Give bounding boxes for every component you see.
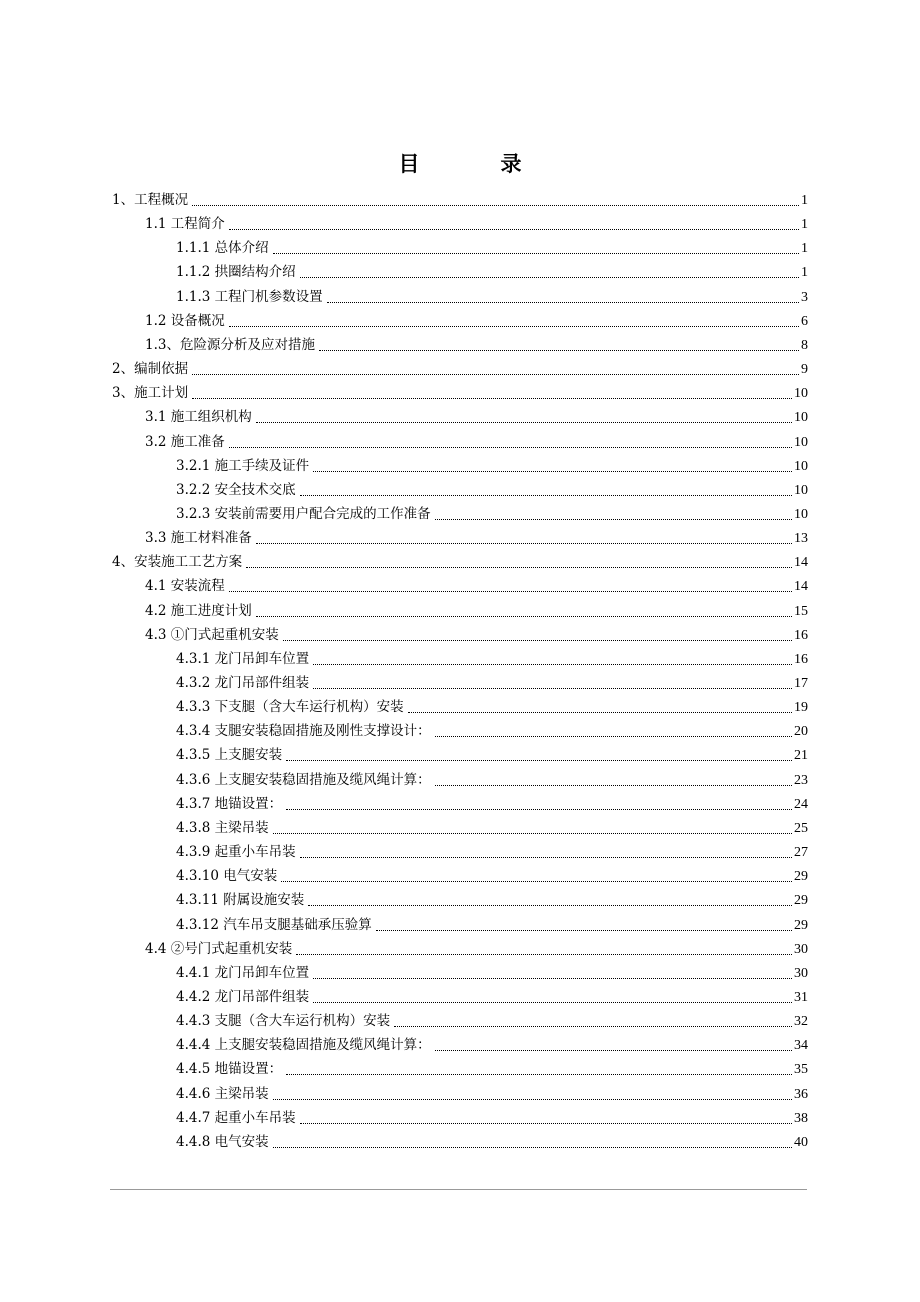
toc-entry-label: 4.4.6 主梁吊装 [176, 1086, 269, 1102]
toc-entry[interactable] [176, 260, 808, 284]
toc-entry-label: 4.3.6 上支腿安装稳固措施及缆风绳计算： [176, 772, 431, 788]
toc-entry[interactable] [112, 381, 808, 405]
toc-leader-dots [229, 590, 792, 592]
toc-entry-page: 13 [794, 531, 808, 546]
toc-leader-dots [229, 446, 792, 448]
toc-entry-page: 16 [794, 628, 808, 643]
toc-leader-dots [300, 494, 792, 496]
toc-leader-dots [300, 1122, 792, 1124]
toc-leader-dots [300, 276, 799, 278]
toc-leader-dots [308, 904, 792, 906]
toc-entry-page: 34 [794, 1038, 808, 1053]
toc-leader-dots [435, 518, 792, 520]
toc-entry-label: 4.4.1 龙门吊卸车位置 [176, 965, 310, 981]
toc-leader-dots [300, 856, 792, 858]
toc-entry[interactable] [145, 405, 808, 429]
footer-divider [110, 1189, 807, 1190]
toc-leader-dots [408, 711, 792, 713]
toc-entry-label: 4.4.5 地锚设置： [176, 1061, 283, 1077]
toc-entry-label: 2、编制依据 [112, 361, 189, 377]
toc-entry-label: 1、工程概况 [112, 192, 189, 208]
toc-leader-dots [394, 1025, 792, 1027]
toc-entry[interactable] [176, 816, 808, 840]
toc-entry[interactable] [176, 888, 808, 912]
toc-entry-page: 1 [801, 217, 808, 232]
toc-entry-label: 4.3.1 龙门吊卸车位置 [176, 651, 310, 667]
toc-entry-label: 4.3.11 附属设施安装 [176, 892, 305, 908]
toc-entry[interactable] [176, 985, 808, 1009]
toc-leader-dots [256, 421, 792, 423]
toc-leader-dots [273, 1146, 792, 1148]
toc-leader-dots [283, 639, 792, 641]
toc-entry-label: 4.3.12 汽车吊支腿基础承压验算 [176, 917, 372, 933]
toc-entry-label: 4.1 安装流程 [145, 578, 225, 594]
toc-entry-page: 29 [794, 869, 808, 884]
toc-entry-page: 27 [794, 845, 808, 860]
toc-entry-label: 4.3.9 起重小车吊装 [176, 844, 296, 860]
toc-leader-dots [192, 373, 799, 375]
toc-leader-dots [313, 1001, 792, 1003]
toc-entry[interactable] [145, 623, 808, 647]
toc-entry-page: 36 [794, 1087, 808, 1102]
toc-entry-page: 21 [794, 748, 808, 763]
toc-entry-page: 8 [801, 338, 808, 353]
toc-leader-dots [286, 808, 792, 810]
toc-entry-label: 1.1.1 总体介绍 [176, 240, 269, 256]
toc-leader-dots [273, 832, 792, 834]
toc-entry-page: 3 [801, 290, 808, 305]
toc-entry[interactable] [145, 212, 808, 236]
toc-entry-label: 4.3.2 龙门吊部件组装 [176, 675, 310, 691]
toc-entry[interactable] [176, 719, 808, 743]
toc-leader-dots [313, 470, 792, 472]
toc-entry-label: 4.4.3 支腿（含大车运行机构）安装 [176, 1013, 391, 1029]
toc-entry-label: 4.3.4 支腿安装稳固措施及刚性支撑设计： [176, 723, 431, 739]
toc-entry[interactable] [176, 768, 808, 792]
toc-entry-label: 3.2.3 安装前需要用户配合完成的工作准备 [176, 506, 431, 522]
toc-entry[interactable] [176, 1082, 808, 1106]
toc-entry[interactable] [176, 840, 808, 864]
toc-entry-label: 4.2 施工进度计划 [145, 603, 252, 619]
toc-entry-label: 3.1 施工组织机构 [145, 409, 252, 425]
toc-entry-page: 32 [794, 1014, 808, 1029]
toc-entry-label: 1.3、危险源分析及应对措施 [145, 337, 315, 353]
toc-entry[interactable] [176, 864, 808, 888]
toc-entry-label: 1.1 工程简介 [145, 216, 225, 232]
toc-entry[interactable] [176, 1033, 808, 1057]
toc-entry-label: 1.1.3 工程门机参数设置 [176, 289, 323, 305]
toc-entry-page: 38 [794, 1111, 808, 1126]
toc-leader-dots [229, 228, 799, 230]
toc-entry[interactable] [176, 695, 808, 719]
toc-entry-page: 14 [794, 579, 808, 594]
toc-entry[interactable] [176, 1130, 808, 1154]
toc-entry-label: 4.3 ①门式起重机安装 [145, 627, 279, 643]
toc-entry[interactable] [176, 285, 808, 309]
toc-entry-page: 24 [794, 797, 808, 812]
toc-entry-page: 1 [801, 241, 808, 256]
toc-entry[interactable] [176, 671, 808, 695]
toc-leader-dots [319, 349, 799, 351]
toc-entry-page: 1 [801, 265, 808, 280]
toc-leader-dots [313, 977, 792, 979]
toc-entry[interactable] [145, 526, 808, 550]
toc-entry-label: 3.2.1 施工手续及证件 [176, 458, 310, 474]
toc-entry-page: 25 [794, 821, 808, 836]
toc-entry[interactable] [176, 478, 808, 502]
toc-entry-page: 30 [794, 966, 808, 981]
toc-entry-page: 1 [801, 193, 808, 208]
toc-entry[interactable] [176, 792, 808, 816]
toc-entry-label: 3.2 施工准备 [145, 434, 225, 450]
toc-entry-label: 4.4.7 起重小车吊装 [176, 1110, 296, 1126]
toc-leader-dots [192, 204, 799, 206]
toc-entry-label: 3.2.2 安全技术交底 [176, 482, 296, 498]
toc-leader-dots [281, 880, 792, 882]
toc-leader-dots [273, 1098, 792, 1100]
toc-entry[interactable] [145, 309, 808, 333]
toc-entry[interactable] [176, 1057, 808, 1081]
toc-entry-label: 3.3 施工材料准备 [145, 530, 252, 546]
toc-entry-page: 23 [794, 773, 808, 788]
toc-entry-page: 10 [794, 410, 808, 425]
toc-entry[interactable] [112, 188, 808, 212]
toc-entry-page: 14 [794, 555, 808, 570]
toc-entry[interactable] [112, 550, 808, 574]
toc-entry-page: 20 [794, 724, 808, 739]
toc-entry-page: 15 [794, 604, 808, 619]
toc-leader-dots [256, 542, 792, 544]
toc-entry[interactable] [176, 1009, 808, 1033]
toc-entry-page: 10 [794, 483, 808, 498]
toc-leader-dots [313, 663, 792, 665]
toc-entry-label: 4.3.5 上支腿安装 [176, 747, 283, 763]
toc-entry-page: 10 [794, 507, 808, 522]
toc-entry[interactable] [176, 454, 808, 478]
toc-entry-label: 1.2 设备概况 [145, 313, 225, 329]
toc-entry-label: 4.3.8 主梁吊装 [176, 820, 269, 836]
toc-entry-page: 29 [794, 893, 808, 908]
toc-entry-page: 30 [794, 942, 808, 957]
toc-leader-dots [313, 687, 792, 689]
toc-entry-page: 17 [794, 676, 808, 691]
toc-entry-label: 4、安装施工工艺方案 [112, 554, 243, 570]
toc-entry[interactable] [176, 647, 808, 671]
toc-entry-label: 4.3.10 电气安装 [176, 868, 278, 884]
toc-entry[interactable] [176, 961, 808, 985]
toc-entry[interactable] [176, 913, 808, 937]
toc-entry-page: 9 [801, 362, 808, 377]
page-title: 目 录 [398, 151, 552, 176]
toc-entry[interactable] [112, 357, 808, 381]
toc-leader-dots [192, 397, 792, 399]
toc-entry-label: 4.4 ②号门式起重机安装 [145, 941, 293, 957]
toc-entry-page: 16 [794, 652, 808, 667]
toc-leader-dots [435, 1049, 792, 1051]
toc-entry[interactable] [176, 502, 808, 526]
toc-entry[interactable] [145, 574, 808, 598]
toc-leader-dots [286, 759, 792, 761]
toc-entry-page: 6 [801, 314, 808, 329]
toc-entry-page: 10 [794, 459, 808, 474]
toc-leader-dots [435, 784, 792, 786]
toc-entry-page: 10 [794, 386, 808, 401]
toc-entry-page: 35 [794, 1062, 808, 1077]
toc-entry-label: 3、施工计划 [112, 385, 189, 401]
toc-leader-dots [246, 566, 792, 568]
toc-leader-dots [435, 735, 792, 737]
toc-entry-page: 19 [794, 700, 808, 715]
toc-leader-dots [296, 953, 792, 955]
toc-leader-dots [273, 252, 799, 254]
toc-entry[interactable] [176, 236, 808, 260]
toc-entry[interactable] [145, 333, 808, 357]
toc-entry-page: 31 [794, 990, 808, 1005]
toc-entry-label: 4.4.4 上支腿安装稳固措施及缆风绳计算： [176, 1037, 431, 1053]
toc-entry-label: 4.4.2 龙门吊部件组装 [176, 989, 310, 1005]
toc-leader-dots [376, 929, 792, 931]
toc-entry[interactable] [176, 743, 808, 767]
toc-entry[interactable] [145, 937, 808, 961]
toc-entry-page: 29 [794, 918, 808, 933]
toc-leader-dots [229, 325, 799, 327]
toc-entry-label: 1.1.2 拱圈结构介绍 [176, 264, 296, 280]
toc-entry-label: 4.4.8 电气安装 [176, 1134, 269, 1150]
toc-entry-page: 10 [794, 435, 808, 450]
toc-entry-label: 4.3.3 下支腿（含大车运行机构）安装 [176, 699, 404, 715]
toc-entry-page: 40 [794, 1135, 808, 1150]
toc-entry[interactable] [145, 430, 808, 454]
toc-entry-label: 4.3.7 地锚设置： [176, 796, 283, 812]
toc-leader-dots [256, 615, 792, 617]
toc-entry[interactable] [176, 1106, 808, 1130]
toc-entry[interactable] [145, 599, 808, 623]
toc-leader-dots [327, 301, 799, 303]
toc-leader-dots [286, 1073, 792, 1075]
